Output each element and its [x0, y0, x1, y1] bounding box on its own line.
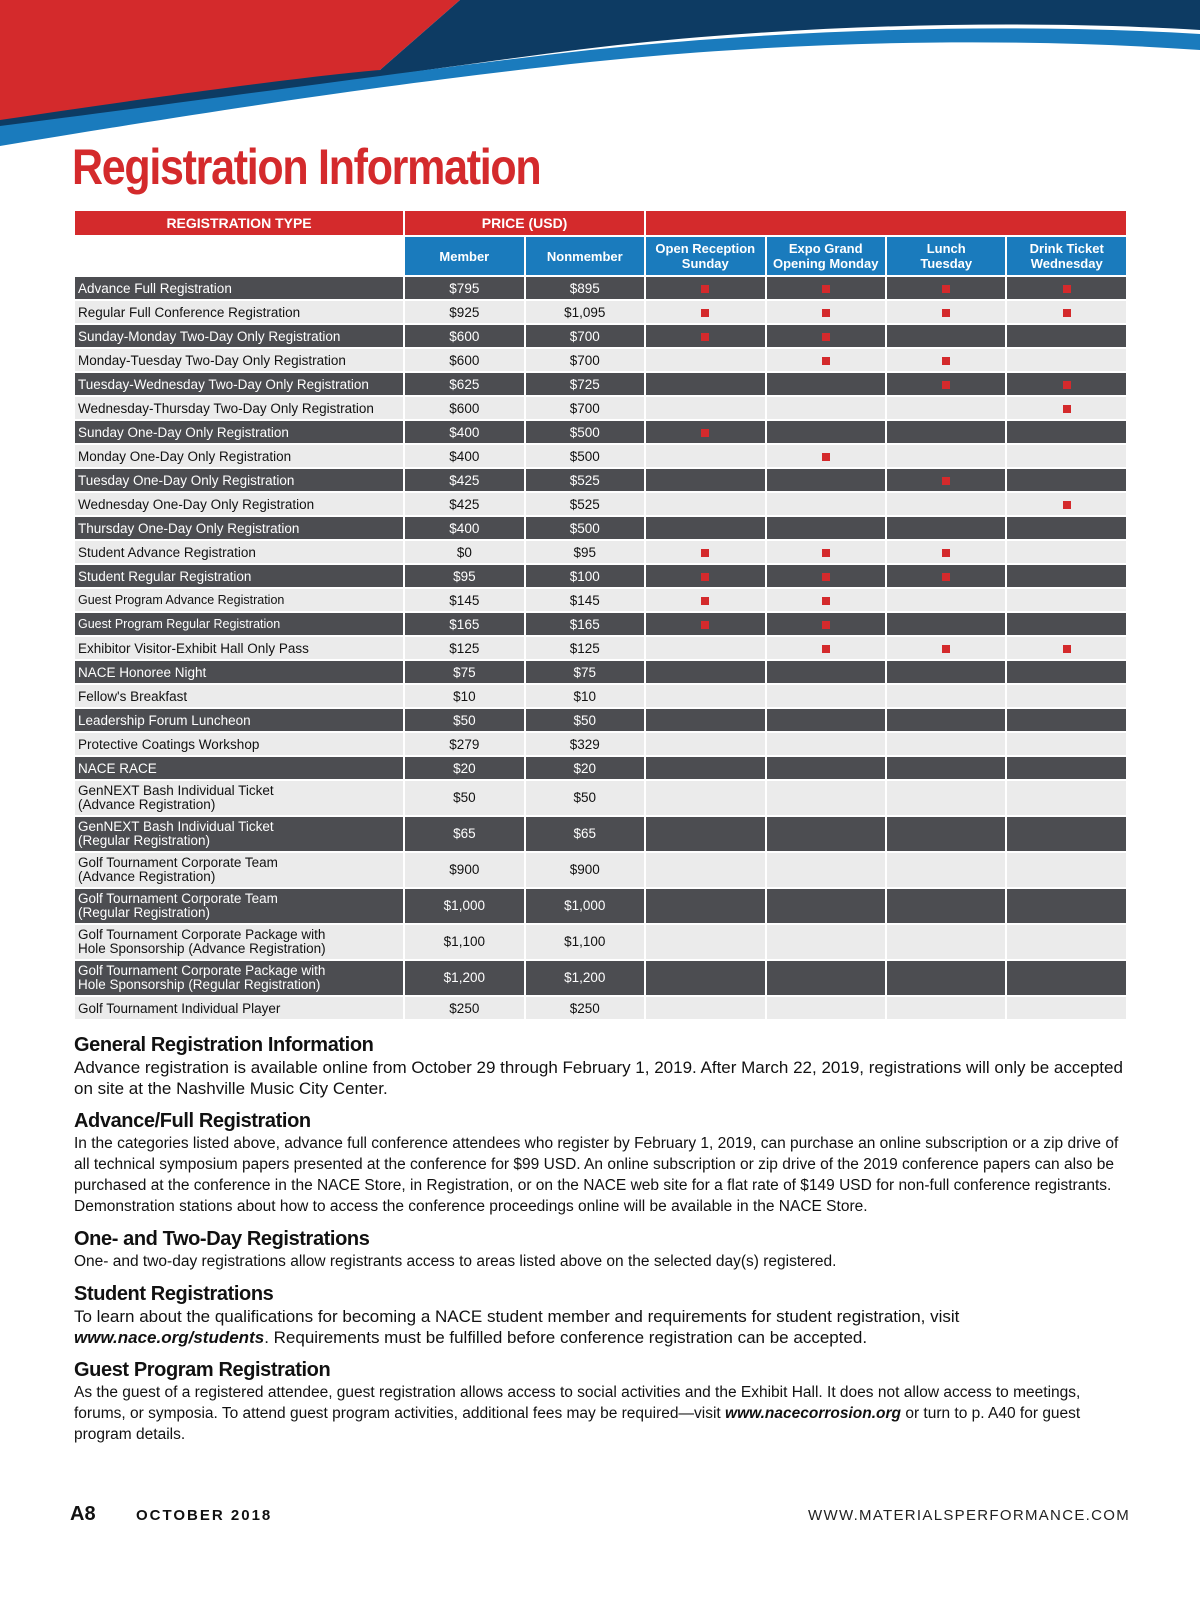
event-inclusion-cell [887, 709, 1005, 731]
event-inclusion-cell [1007, 685, 1126, 707]
table-row [75, 961, 1126, 995]
event-inclusion-cell [887, 565, 1005, 587]
section-heading: Advance/Full Registration [74, 1110, 311, 1132]
nonmember-price-cell: $500 [526, 517, 644, 539]
nonmember-price-cell: $1,095 [526, 301, 644, 323]
table-row [75, 733, 1126, 755]
member-price-cell: $65 [405, 817, 523, 851]
advance-full-section [74, 1109, 1124, 1217]
event-inclusion-cell [767, 277, 885, 299]
event-inclusion-cell [887, 997, 1005, 1019]
member-price-cell: $625 [405, 373, 523, 395]
registration-type-cell: GenNEXT Bash Individual Ticket (Regular Registration) [75, 817, 403, 851]
event-inclusion-cell [887, 589, 1005, 611]
event-inclusion-cell [767, 661, 885, 683]
table-row [75, 469, 1126, 491]
event-inclusion-cell [887, 853, 1005, 887]
registration-type-cell: NACE Honoree Night [75, 661, 403, 683]
event-inclusion-cell [1007, 469, 1126, 491]
issue-date: OCTOBER 2018 [136, 1507, 273, 1524]
section-body: As the guest of a registered attendee, guest registration allows access to social activities and the Exhibit Hall. It does not allow access to meetings, forums, or symposia. To attend guest program activities, additional fees may be required—visit www.nacecorrosion.org or turn to p. A40 for guest program details. [74, 1384, 1081, 1443]
nonmember-price-cell: $500 [526, 421, 644, 443]
table-row [75, 301, 1126, 323]
event-inclusion-cell [767, 637, 885, 659]
event-inclusion-cell [646, 685, 764, 707]
event-inclusion-cell [1007, 853, 1126, 887]
event-inclusion-cell [767, 961, 885, 995]
event-inclusion-cell [887, 397, 1005, 419]
event-inclusion-cell [887, 373, 1005, 395]
event-inclusion-cell [887, 325, 1005, 347]
event-inclusion-cell [887, 469, 1005, 491]
included-square-icon [1063, 285, 1071, 293]
event-header-drink-ticket: Drink Ticket Wednesday [1007, 237, 1126, 275]
nonmember-price-cell: $10 [526, 685, 644, 707]
included-square-icon [822, 549, 830, 557]
registration-type-cell: Wednesday One-Day Only Registration [75, 493, 403, 515]
page-title: Registration Information [72, 139, 541, 195]
event-inclusion-cell [646, 493, 764, 515]
registration-type-header: REGISTRATION TYPE [75, 211, 403, 235]
section-body: Advance registration is available online from October 29 through February 1, 2019. After March 22, 2019, registrations will only be accepted on site at the Nashville Music City Center. [74, 1058, 1123, 1098]
nonmember-price-cell: $895 [526, 277, 644, 299]
table-row [75, 397, 1126, 419]
member-price-cell: $1,100 [405, 925, 523, 959]
event-inclusion-cell [767, 589, 885, 611]
event-inclusion-cell [646, 817, 764, 851]
member-price-cell: $400 [405, 517, 523, 539]
registration-type-cell: Sunday-Monday Two-Day Only Registration [75, 325, 403, 347]
nonmember-price-cell: $250 [526, 997, 644, 1019]
header-swoosh-graphic [0, 0, 1200, 150]
event-inclusion-cell [1007, 277, 1126, 299]
event-inclusion-cell [646, 469, 764, 491]
table-row [75, 541, 1126, 563]
event-inclusion-cell [646, 733, 764, 755]
member-price-cell: $20 [405, 757, 523, 779]
event-inclusion-cell [887, 613, 1005, 635]
website-url: WWW.MATERIALSPERFORMANCE.COM [808, 1507, 1130, 1524]
table-row [75, 421, 1126, 443]
registration-table-body [75, 277, 1126, 1019]
nonmember-price-cell: $75 [526, 661, 644, 683]
nonmember-price-cell: $165 [526, 613, 644, 635]
registration-type-cell: Regular Full Conference Registration [75, 301, 403, 323]
event-inclusion-cell [767, 445, 885, 467]
header-spacer [75, 237, 403, 275]
page-number: A8 [70, 1503, 96, 1525]
event-inclusion-cell [887, 517, 1005, 539]
event-inclusion-cell [1007, 637, 1126, 659]
member-price-cell: $425 [405, 493, 523, 515]
section-heading: Guest Program Registration [74, 1359, 331, 1381]
event-inclusion-cell [1007, 613, 1126, 635]
event-inclusion-cell [1007, 889, 1126, 923]
included-square-icon [701, 597, 709, 605]
member-price-cell: $400 [405, 445, 523, 467]
included-square-icon [942, 381, 950, 389]
event-inclusion-cell [646, 325, 764, 347]
registration-type-cell: Leadership Forum Luncheon [75, 709, 403, 731]
event-inclusion-cell [887, 301, 1005, 323]
event-inclusion-cell [1007, 781, 1126, 815]
event-inclusion-cell [646, 589, 764, 611]
included-square-icon [1063, 501, 1071, 509]
nonmember-price-cell: $525 [526, 469, 644, 491]
registration-type-cell: Monday-Tuesday Two-Day Only Registration [75, 349, 403, 371]
event-inclusion-cell [767, 301, 885, 323]
event-inclusion-cell [767, 781, 885, 815]
table-row [75, 757, 1126, 779]
member-header: Member [405, 237, 523, 275]
table-row [75, 325, 1126, 347]
event-inclusion-cell [646, 961, 764, 995]
event-inclusion-cell [767, 325, 885, 347]
registration-type-cell: Wednesday-Thursday Two-Day Only Registration [75, 397, 403, 419]
event-inclusion-cell [646, 925, 764, 959]
included-square-icon [822, 573, 830, 581]
included-square-icon [822, 357, 830, 365]
event-inclusion-cell [767, 541, 885, 563]
event-inclusion-cell [646, 517, 764, 539]
event-inclusion-cell [646, 349, 764, 371]
students-link[interactable]: www.nace.org/students [74, 1328, 265, 1347]
included-square-icon [1063, 309, 1071, 317]
event-inclusion-cell [646, 301, 764, 323]
table-row [75, 781, 1126, 815]
event-inclusion-cell [646, 781, 764, 815]
table-row [75, 817, 1126, 851]
event-inclusion-cell [646, 565, 764, 587]
table-row [75, 613, 1126, 635]
event-inclusion-cell [887, 889, 1005, 923]
included-square-icon [1063, 645, 1071, 653]
event-header-lunch: Lunch Tuesday [887, 237, 1005, 275]
price-header: PRICE (USD) [405, 211, 644, 235]
event-header-expo-opening: Expo Grand Opening Monday [767, 237, 885, 275]
nonmember-price-cell: $525 [526, 493, 644, 515]
event-inclusion-cell [1007, 565, 1126, 587]
event-inclusion-cell [646, 853, 764, 887]
event-inclusion-cell [646, 637, 764, 659]
section-body: One- and two-day registrations allow registrants access to areas listed above on the selected day(s) registered. [74, 1253, 837, 1270]
info-sections [74, 1033, 1124, 1455]
member-price-cell: $1,200 [405, 961, 523, 995]
nacecorrosion-link[interactable]: www.nacecorrosion.org [725, 1405, 902, 1422]
member-price-cell: $145 [405, 589, 523, 611]
registration-type-cell: Guest Program Advance Registration [75, 589, 403, 611]
included-square-icon [822, 333, 830, 341]
member-price-cell: $50 [405, 709, 523, 731]
registration-type-cell: Student Regular Registration [75, 565, 403, 587]
included-square-icon [942, 309, 950, 317]
event-inclusion-cell [887, 421, 1005, 443]
table-row [75, 889, 1126, 923]
event-inclusion-cell [646, 889, 764, 923]
registration-type-cell: Golf Tournament Corporate Package with Hole Sponsorship (Regular Registration) [75, 961, 403, 995]
event-inclusion-cell [646, 541, 764, 563]
table-row [75, 373, 1126, 395]
nonmember-price-cell: $125 [526, 637, 644, 659]
included-square-icon [822, 645, 830, 653]
event-inclusion-cell [1007, 589, 1126, 611]
page-footer [70, 1503, 1130, 1533]
event-inclusion-cell [887, 817, 1005, 851]
registration-type-cell: Monday One-Day Only Registration [75, 445, 403, 467]
event-inclusion-cell [767, 817, 885, 851]
nonmember-price-cell: $145 [526, 589, 644, 611]
included-square-icon [942, 477, 950, 485]
member-price-cell: $10 [405, 685, 523, 707]
table-row [75, 661, 1126, 683]
nonmember-price-cell: $700 [526, 349, 644, 371]
nonmember-price-cell: $95 [526, 541, 644, 563]
included-square-icon [942, 285, 950, 293]
included-square-icon [942, 549, 950, 557]
nonmember-price-cell: $50 [526, 781, 644, 815]
event-inclusion-cell [767, 397, 885, 419]
included-square-icon [701, 285, 709, 293]
nonmember-price-cell: $20 [526, 757, 644, 779]
event-inclusion-cell [767, 709, 885, 731]
event-inclusion-cell [646, 613, 764, 635]
table-row [75, 517, 1126, 539]
member-price-cell: $165 [405, 613, 523, 635]
event-inclusion-cell [887, 661, 1005, 683]
event-inclusion-cell [767, 565, 885, 587]
nonmember-price-cell: $50 [526, 709, 644, 731]
registration-type-cell: Golf Tournament Individual Player [75, 997, 403, 1019]
nonmember-price-cell: $1,000 [526, 889, 644, 923]
section-heading: One- and Two-Day Registrations [74, 1228, 370, 1250]
registration-type-cell: Advance Full Registration [75, 277, 403, 299]
registration-type-cell: NACE RACE [75, 757, 403, 779]
event-inclusion-cell [887, 781, 1005, 815]
registration-type-cell: Fellow's Breakfast [75, 685, 403, 707]
nonmember-price-cell: $1,100 [526, 925, 644, 959]
event-inclusion-cell [887, 757, 1005, 779]
registration-type-cell: Student Advance Registration [75, 541, 403, 563]
nonmember-price-cell: $900 [526, 853, 644, 887]
event-inclusion-cell [646, 373, 764, 395]
table-row [75, 853, 1126, 887]
event-inclusion-cell [887, 733, 1005, 755]
included-square-icon [1063, 381, 1071, 389]
event-inclusion-cell [1007, 397, 1126, 419]
event-inclusion-cell [646, 661, 764, 683]
event-inclusion-cell [767, 373, 885, 395]
event-inclusion-cell [1007, 325, 1126, 347]
table-row [75, 685, 1126, 707]
event-inclusion-cell [1007, 373, 1126, 395]
event-inclusion-cell [767, 889, 885, 923]
registration-type-cell: Thursday One-Day Only Registration [75, 517, 403, 539]
registration-type-cell: Tuesday-Wednesday Two-Day Only Registration [75, 373, 403, 395]
nonmember-price-cell: $65 [526, 817, 644, 851]
section-heading: Student Registrations [74, 1283, 274, 1305]
included-square-icon [822, 453, 830, 461]
nonmember-price-cell: $100 [526, 565, 644, 587]
included-square-icon [942, 573, 950, 581]
events-header-bar [646, 211, 1126, 235]
included-square-icon [701, 621, 709, 629]
member-price-cell: $400 [405, 421, 523, 443]
event-inclusion-cell [887, 925, 1005, 959]
section-heading: General Registration Information [74, 1034, 374, 1056]
nonmember-price-cell: $500 [526, 445, 644, 467]
event-inclusion-cell [646, 997, 764, 1019]
registration-type-cell: GenNEXT Bash Individual Ticket (Advance Registration) [75, 781, 403, 815]
registration-type-cell: Exhibitor Visitor-Exhibit Hall Only Pass [75, 637, 403, 659]
table-row [75, 997, 1126, 1019]
member-price-cell: $925 [405, 301, 523, 323]
member-price-cell: $95 [405, 565, 523, 587]
event-inclusion-cell [767, 517, 885, 539]
table-row [75, 565, 1126, 587]
nonmember-price-cell: $1,200 [526, 961, 644, 995]
event-inclusion-cell [1007, 301, 1126, 323]
registration-table [73, 209, 1128, 1021]
member-price-cell: $600 [405, 397, 523, 419]
event-inclusion-cell [767, 997, 885, 1019]
general-info-section [74, 1033, 1124, 1099]
section-body: To learn about the qualifications for becoming a NACE student member and requirements for student registration, visit www.nace.org/students. Requirements must be fulfilled before conference registration can be accepted. [74, 1307, 960, 1347]
included-square-icon [1063, 405, 1071, 413]
registration-type-cell: Golf Tournament Corporate Package with Hole Sponsorship (Advance Registration) [75, 925, 403, 959]
event-inclusion-cell [646, 397, 764, 419]
event-inclusion-cell [767, 613, 885, 635]
event-header-open-reception: Open Reception Sunday [646, 237, 764, 275]
event-inclusion-cell [767, 757, 885, 779]
event-inclusion-cell [1007, 517, 1126, 539]
event-inclusion-cell [887, 685, 1005, 707]
table-row [75, 637, 1126, 659]
nonmember-price-cell: $700 [526, 325, 644, 347]
table-row [75, 925, 1126, 959]
registration-type-cell: Sunday One-Day Only Registration [75, 421, 403, 443]
included-square-icon [701, 549, 709, 557]
event-inclusion-cell [1007, 493, 1126, 515]
table-row [75, 589, 1126, 611]
event-inclusion-cell [1007, 961, 1126, 995]
included-square-icon [701, 573, 709, 581]
event-inclusion-cell [1007, 661, 1126, 683]
member-price-cell: $600 [405, 325, 523, 347]
event-inclusion-cell [887, 961, 1005, 995]
event-inclusion-cell [767, 853, 885, 887]
event-inclusion-cell [1007, 541, 1126, 563]
event-inclusion-cell [1007, 997, 1126, 1019]
event-inclusion-cell [887, 637, 1005, 659]
included-square-icon [822, 621, 830, 629]
event-inclusion-cell [767, 925, 885, 959]
event-inclusion-cell [767, 349, 885, 371]
member-price-cell: $125 [405, 637, 523, 659]
registration-type-cell: Golf Tournament Corporate Team (Regular Registration) [75, 889, 403, 923]
event-inclusion-cell [1007, 445, 1126, 467]
guest-section [74, 1358, 1124, 1445]
event-inclusion-cell [767, 685, 885, 707]
member-price-cell: $425 [405, 469, 523, 491]
event-inclusion-cell [1007, 817, 1126, 851]
member-price-cell: $50 [405, 781, 523, 815]
table-row [75, 493, 1126, 515]
event-inclusion-cell [767, 733, 885, 755]
table-row [75, 445, 1126, 467]
registration-type-cell: Tuesday One-Day Only Registration [75, 469, 403, 491]
registration-type-cell: Protective Coatings Workshop [75, 733, 403, 755]
event-inclusion-cell [767, 421, 885, 443]
event-inclusion-cell [646, 277, 764, 299]
member-price-cell: $0 [405, 541, 523, 563]
event-inclusion-cell [887, 277, 1005, 299]
one-two-day-section [74, 1227, 1124, 1272]
registration-type-cell: Golf Tournament Corporate Team (Advance Registration) [75, 853, 403, 887]
included-square-icon [701, 333, 709, 341]
included-square-icon [942, 357, 950, 365]
section-body: In the categories listed above, advance full conference attendees who register by February 1, 2019, can purchase an online subscription or a zip drive of all technical symposium papers presented at the conference for $99 USD. An online subscription or zip drive of the 2019 conference papers can also be purchased at the conference in the NACE Store, in Registration, or on the NACE web site for a flat rate of $149 USD for non-full conference registrants. Demonstration stations about how to access the conference proceedings online will be available in the NACE Store. [74, 1135, 1119, 1215]
event-inclusion-cell [887, 445, 1005, 467]
event-inclusion-cell [887, 493, 1005, 515]
included-square-icon [942, 645, 950, 653]
event-inclusion-cell [646, 445, 764, 467]
event-inclusion-cell [1007, 925, 1126, 959]
nonmember-header: Nonmember [526, 237, 644, 275]
event-inclusion-cell [887, 541, 1005, 563]
nonmember-price-cell: $725 [526, 373, 644, 395]
member-price-cell: $250 [405, 997, 523, 1019]
included-square-icon [701, 309, 709, 317]
member-price-cell: $279 [405, 733, 523, 755]
table-row [75, 349, 1126, 371]
nonmember-price-cell: $329 [526, 733, 644, 755]
event-inclusion-cell [767, 469, 885, 491]
event-inclusion-cell [646, 709, 764, 731]
included-square-icon [701, 429, 709, 437]
member-price-cell: $600 [405, 349, 523, 371]
included-square-icon [822, 597, 830, 605]
event-inclusion-cell [1007, 733, 1126, 755]
table-row [75, 709, 1126, 731]
member-price-cell: $900 [405, 853, 523, 887]
event-inclusion-cell [767, 493, 885, 515]
table-row [75, 277, 1126, 299]
event-inclusion-cell [1007, 709, 1126, 731]
event-inclusion-cell [1007, 421, 1126, 443]
event-inclusion-cell [1007, 349, 1126, 371]
registration-type-cell: Guest Program Regular Registration [75, 613, 403, 635]
included-square-icon [822, 309, 830, 317]
student-section [74, 1282, 1124, 1348]
member-price-cell: $795 [405, 277, 523, 299]
member-price-cell: $1,000 [405, 889, 523, 923]
included-square-icon [822, 285, 830, 293]
event-inclusion-cell [646, 757, 764, 779]
event-inclusion-cell [646, 421, 764, 443]
event-inclusion-cell [1007, 757, 1126, 779]
member-price-cell: $75 [405, 661, 523, 683]
nonmember-price-cell: $700 [526, 397, 644, 419]
event-inclusion-cell [887, 349, 1005, 371]
